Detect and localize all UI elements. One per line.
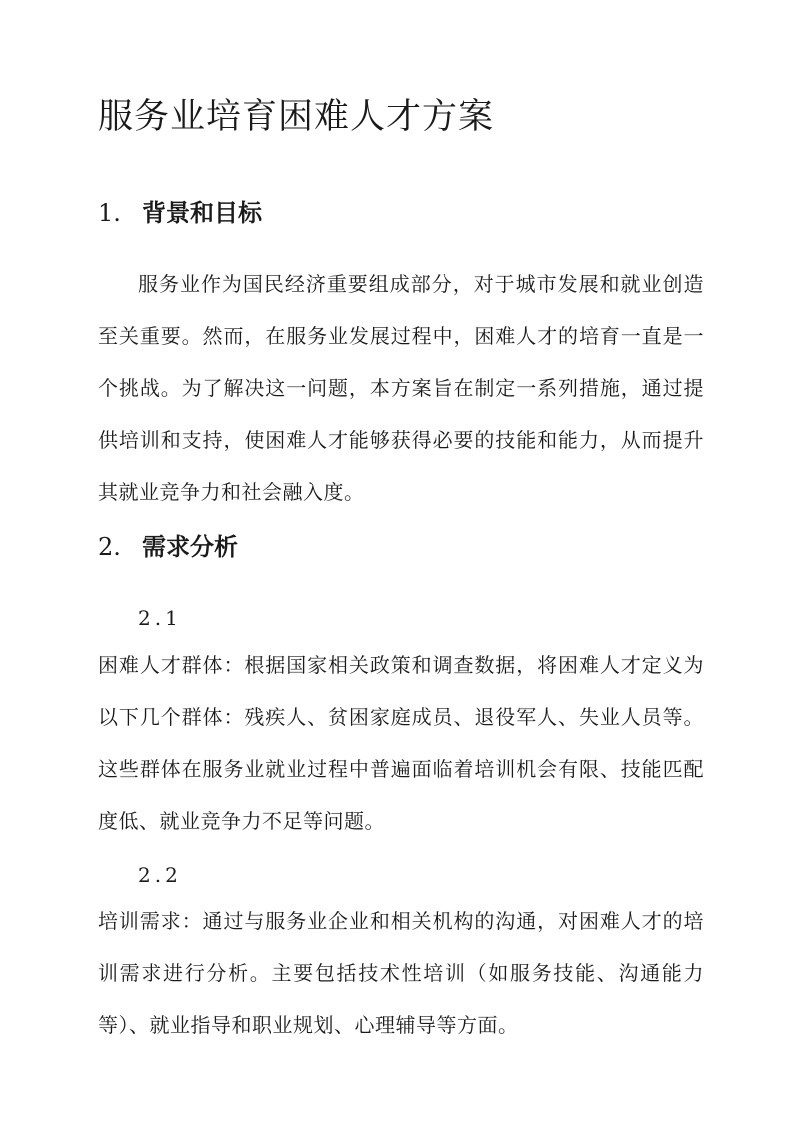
subsection-2-1-paragraph: 困难人才群体：根据国家相关政策和调查数据，将困难人才定义为以下几个群体：残疾人、贫困家庭成员、退役军人、失业人员等。这些群体在服务业就业过程中普遍面临着培训机会有限、技能匹配度低、就业竞争力不足等问题。 [98,653,704,833]
subsection-2-2-paragraph: 培训需求：通过与服务业企业和相关机构的沟通，对困难人才的培训需求进行分析。主要包括技术性培训（如服务技能、沟通能力等）、就业指导和职业规划、心理辅导等方面。 [98,909,704,1037]
section-1-paragraph: 服务业作为国民经济重要组成部分，对于城市发展和就业创造至关重要。然而，在服务业发展过程中，困难人才的培育一直是一个挑战。为了解决这一问题，本方案旨在制定一系列措施，通过提供培训和支持，使困难人才能够获得必要的技能和能力，从而提升其就业竞争力和社会融入度。 [98,272,704,504]
section-2-number: 2. [98,533,121,561]
section-1-heading [98,196,262,230]
section-2-heading [98,530,238,564]
document-title: 服务业培育困难人才方案 [98,97,495,137]
subsection-2-1-number: 2.1 [138,606,182,630]
section-1-number: 1. [98,199,121,227]
section-2-title: 需求分析 [142,532,238,561]
section-1-title: 背景和目标 [142,198,262,227]
subsection-2-2-number: 2.2 [138,863,182,887]
